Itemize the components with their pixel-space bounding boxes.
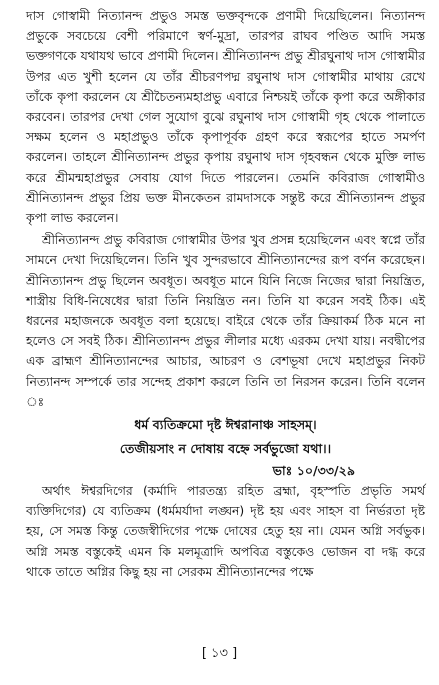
verse-citation: ভাঃ ১০/৩৩/২৯ [272, 463, 355, 479]
sanskrit-verse-line-2: তেজীয়সাং ন দোষায় বহ্নে সর্বভুজো যথা।। [119, 441, 332, 457]
body-paragraph-3: অর্থাৎ ঈশ্বরদিগের (কর্মাদি পারতন্ত্র্য রহিত ব্রহ্মা, বৃহস্পতি প্রভৃতি সমর্থ ব্যক্তিদিগের) যে ব্যতিক্রম (ধর্মমর্যাদা লঙ্ঘন) দৃষ্ট হয় এবং সাহস বা নির্ভরতা দৃষ্ট হয়, সে সমস্ত কিন্তু তেজস্বীদিগের পক্ষে দোষের হেতু হয় না। যেমন অগ্নি সর্বভুক। অগ্নি সমস্ত বস্তুকেই এমন কি মলমূত্রাদি অপবিত্র বস্তুকেও ভোজন বা দগ্ধ করে থাকে তাতে অগ্নির কিছু হয় না সেরকম শ্রীনিত্যানন্দের পক্ষে [26, 484, 425, 579]
page-number: [ ১৩ ] [201, 646, 238, 661]
body-paragraph-2: শ্রীনিত্যানন্দ প্রভু কবিরাজ গোস্বামীর উপর খুব প্রসন্ন হয়েছিলেন এবং স্বপ্নে তাঁর সামনে দেখা দিয়েছিলেন। তিনি খুব সুন্দরভাবে শ্রীনিত্যানন্দের রূপ বর্ণন করেছেন। শ্রীনিত্যানন্দ প্রভু ছিলেন অবধূত। অবধূত মানে যিনি নিজে নিজের দ্বারা নিয়ন্ত্রিত, শাস্ত্রীয় বিধি-নিষেধের দ্বারা তিনি নিয়ন্ত্রিত নন। তিনি যা করেন সবই ঠিক। এই ধরনের মহাজনকে অবধূত বলা হয়েছে। বাইরে থেকে তাঁর ক্রিয়াকর্ম ঠিক মনে না হলেও সে সবই ঠিক। শ্রীনিত্যানন্দ প্রভুর লীলার মধ্যে এরকম দেখা যায়। নবদ্বীপের এক ব্রাহ্মণ শ্রীনিত্যানন্দের আচার, আচরণ ও বেশভূষা দেখে মহাপ্রভুর নিকট নিত্যানন্দ সম্পর্কে তার সন্দেহ প্রকাশ করলে তিনি তা নিরসন করেন। তিনি বলেন ঃ [26, 233, 425, 409]
sanskrit-verse-line-1: ধর্ম ব্যতিক্রমো দৃষ্ট ঈশ্বরানাঞ্চ সাহসম্। [134, 417, 317, 433]
body-paragraph-1: দাস গোস্বামী নিত্যানন্দ প্রভুও সমস্ত ভক্তবৃন্দকে প্রণামী দিয়েছিলেন। নিত্যানন্দ প্রভুকে সবচেয়ে বেশী পরিমাণে স্বর্ণ-মুদ্রা, তারপর রাঘব পণ্ডিত আদি সমস্ত ভক্তগণকে যথাযথ ভাবে প্রণামী দিলেন। শ্রীনিত্যানন্দ প্রভু শ্রীরঘুনাথ দাস গোস্বামীর উপর এত খুশী হলেন যে তাঁর শ্রীচরণপদ্ম রঘুনাথ দাস গোস্বামীর মাথায় রেখে তাঁকে কৃপা করলেন যে শ্রীচৈতন্যমহাপ্রভু এবারে নিশ্চয়ই তাঁকে কৃপা করে অঙ্গীকার করবেন। তারপর দেখা গেল সুযোগ বুঝে রঘুনাথ দাস গোস্বামী গৃহ থেকে পালাতে সক্ষম হলেন ও মহাপ্রভুও তাঁকে কৃপাপূর্বক গ্রহণ করে স্বরূপের হাতে সমর্পণ করলেন। তাহলে শ্রীনিত্যানন্দ প্রভুর কৃপায় রঘুনাথ দাস গৃহবন্ধন থেকে মুক্তি লাভ করে শ্রীমন্মহাপ্রভুর সেবায় যোগ দিতে পারলেন। তেমনি কবিরাজ গোস্বামীও শ্রীনিত্যানন্দ প্রভুর প্রিয় ভক্ত মীনকেতন রামদাসকে সন্তুষ্ট করে শ্রীনিত্যানন্দ প্রভুর কৃপা লাভ করলেন। [26, 9, 425, 226]
